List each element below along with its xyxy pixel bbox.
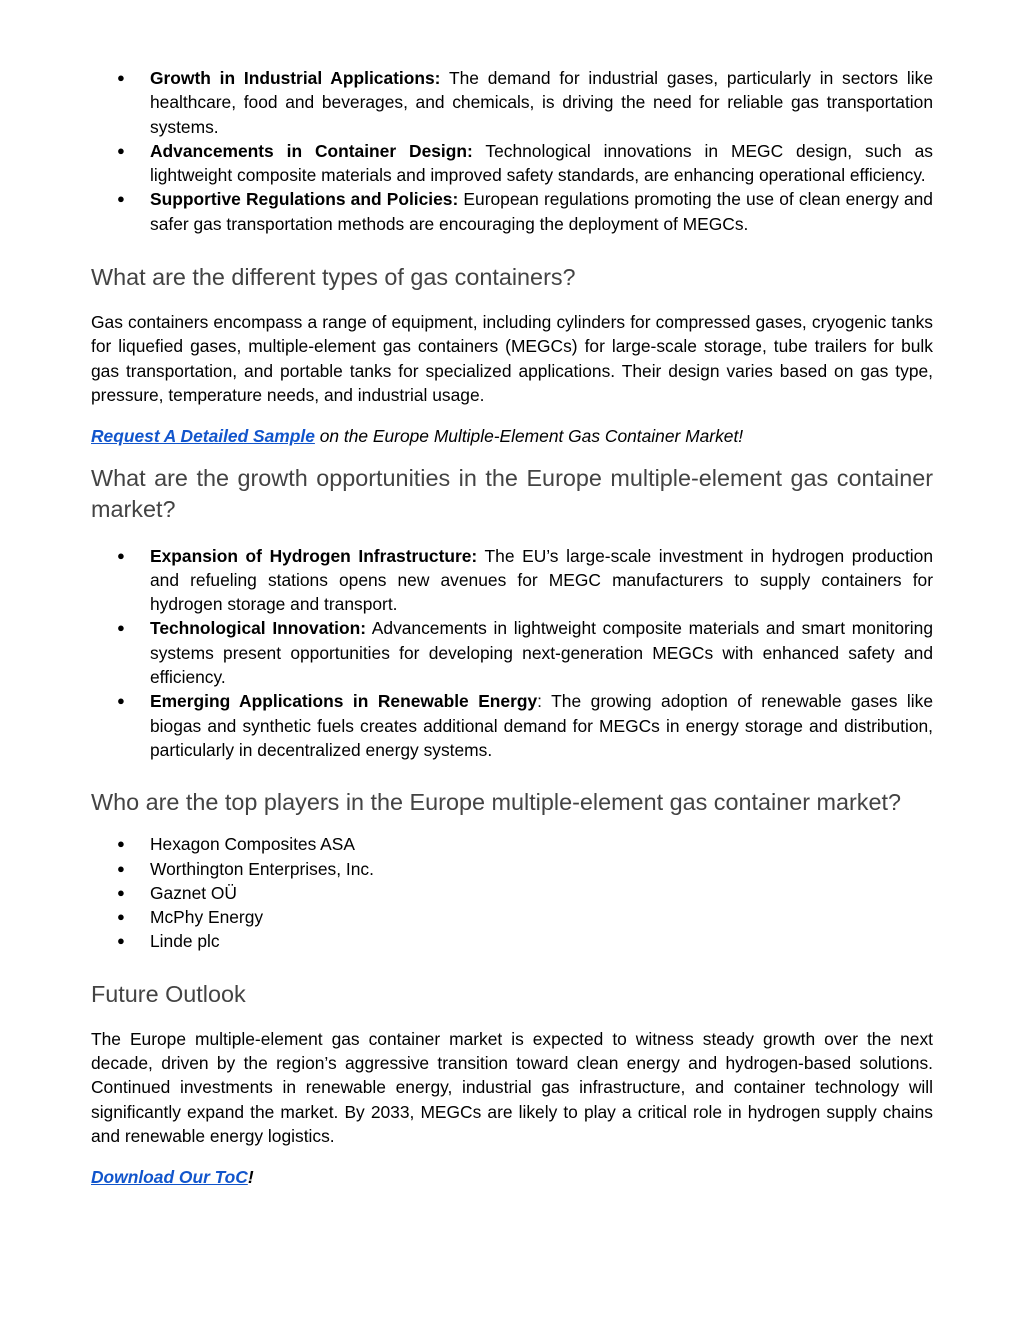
- opportunities-heading: What are the growth opportunities in the Europe multiple-element gas container market?: [91, 464, 933, 522]
- item-title: Supportive Regulations and Policies:: [150, 189, 459, 210]
- list-item: [91, 881, 933, 905]
- item-text: The EU’s large-scale investment in hydrogen production and refueling stations opens new avenues for MEGC manufacturers to supply containers for hydrogen storage and transport.: [150, 545, 933, 615]
- outlook-heading: Future Outlook: [91, 980, 246, 1007]
- list-item: [91, 832, 933, 856]
- item-title: Emerging Applications in Renewable Energy: [150, 691, 538, 712]
- download-toc-link[interactable]: Download Our ToC: [91, 1167, 248, 1188]
- bullet-icon: ●: [117, 191, 125, 207]
- list-item: [91, 929, 933, 953]
- bullet-icon: ●: [117, 909, 125, 925]
- list-item: [91, 689, 933, 762]
- toc-cta-bang: !: [247, 1167, 254, 1188]
- bullet-icon: ●: [117, 620, 125, 636]
- list-item: [91, 139, 933, 188]
- player-name: Gaznet OÜ: [150, 882, 237, 903]
- list-item: [91, 66, 933, 139]
- list-item: [91, 616, 933, 689]
- players-list: [91, 832, 933, 953]
- item-text: : The growing adoption of renewable gases like biogas and synthetic fuels creates additional demand for MEGCs in energy storage and distribution, particularly in decentralized energy systems.: [150, 691, 934, 760]
- bullet-icon: ●: [117, 933, 125, 949]
- types-heading: What are the different types of gas containers?: [91, 264, 576, 291]
- player-name: Hexagon Composites ASA: [150, 834, 355, 855]
- types-paragraph: Gas containers encompass a range of equipment, including cylinders for compressed gases, cryogenic tanks for liquefied gases, multiple-element gas containers (MEGCs) for large-scale storage, tube trailers for bulk gas transportation, and portable tanks for specialized applications. Their design varies based on gas type, pressure, temperature needs, and industrial usage.: [91, 312, 933, 405]
- request-sample-link[interactable]: Request A Detailed Sample: [91, 426, 315, 447]
- list-item: [91, 857, 933, 881]
- bullet-icon: ●: [117, 884, 125, 900]
- bullet-icon: ●: [117, 70, 125, 85]
- bullet-icon: ●: [117, 142, 125, 158]
- item-text: The demand for industrial gases, particularly in sectors like healthcare, food and beverages, and chemicals, is driving the need for reliable gas transportation systems.: [150, 68, 933, 137]
- toc-cta: [91, 1165, 933, 1189]
- bullet-icon: ●: [117, 547, 125, 563]
- drivers-list: [91, 66, 933, 236]
- document-page: [91, 66, 933, 1190]
- player-name: Worthington Enterprises, Inc.: [150, 858, 374, 879]
- item-text: Technological innovations in MEGC design, such as lightweight composite materials and improved safety standards, are enhancing operational efficiency.: [150, 140, 933, 186]
- bullet-icon: ●: [117, 836, 125, 852]
- bullet-icon: ●: [117, 693, 125, 709]
- list-item: [91, 544, 933, 617]
- item-title: Growth in Industrial Applications:: [150, 68, 441, 88]
- players-heading: Who are the top players in the Europe multiple-element gas container market?: [91, 789, 902, 816]
- outlook-paragraph: The Europe multiple-element gas container market is expected to witness steady growth over the next decade, driven by the region’s aggressive transition toward clean energy and hydrogen-based solutions. Continued investments in renewable energy, industrial gas infrastructure, and container technology will significantly expand the market. By 2033, MEGCs are likely to play a critical role in hydrogen supply chains and renewable energy logistics.: [91, 1028, 933, 1146]
- list-item: [91, 905, 933, 929]
- player-name: Linde plc: [150, 931, 220, 952]
- bullet-icon: ●: [117, 860, 125, 876]
- item-text: Advancements in lightweight composite materials and smart monitoring systems present opportunities for developing next-generation MEGCs with enhanced safety and efficiency.: [150, 618, 933, 688]
- sample-cta-text: on the Europe Multiple-Element Gas Container Market!: [314, 426, 744, 447]
- list-item: [91, 187, 933, 236]
- item-title: Advancements in Container Design:: [150, 140, 473, 161]
- item-text: European regulations promoting the use of clean energy and safer gas transportation methods are encouraging the deployment of MEGCs.: [150, 189, 933, 234]
- item-title: Technological Innovation:: [150, 618, 367, 639]
- opportunities-list: [91, 544, 933, 763]
- player-name: McPhy Energy: [150, 907, 264, 928]
- sample-cta: [91, 424, 933, 448]
- item-title: Expansion of Hydrogen Infrastructure:: [150, 545, 478, 566]
